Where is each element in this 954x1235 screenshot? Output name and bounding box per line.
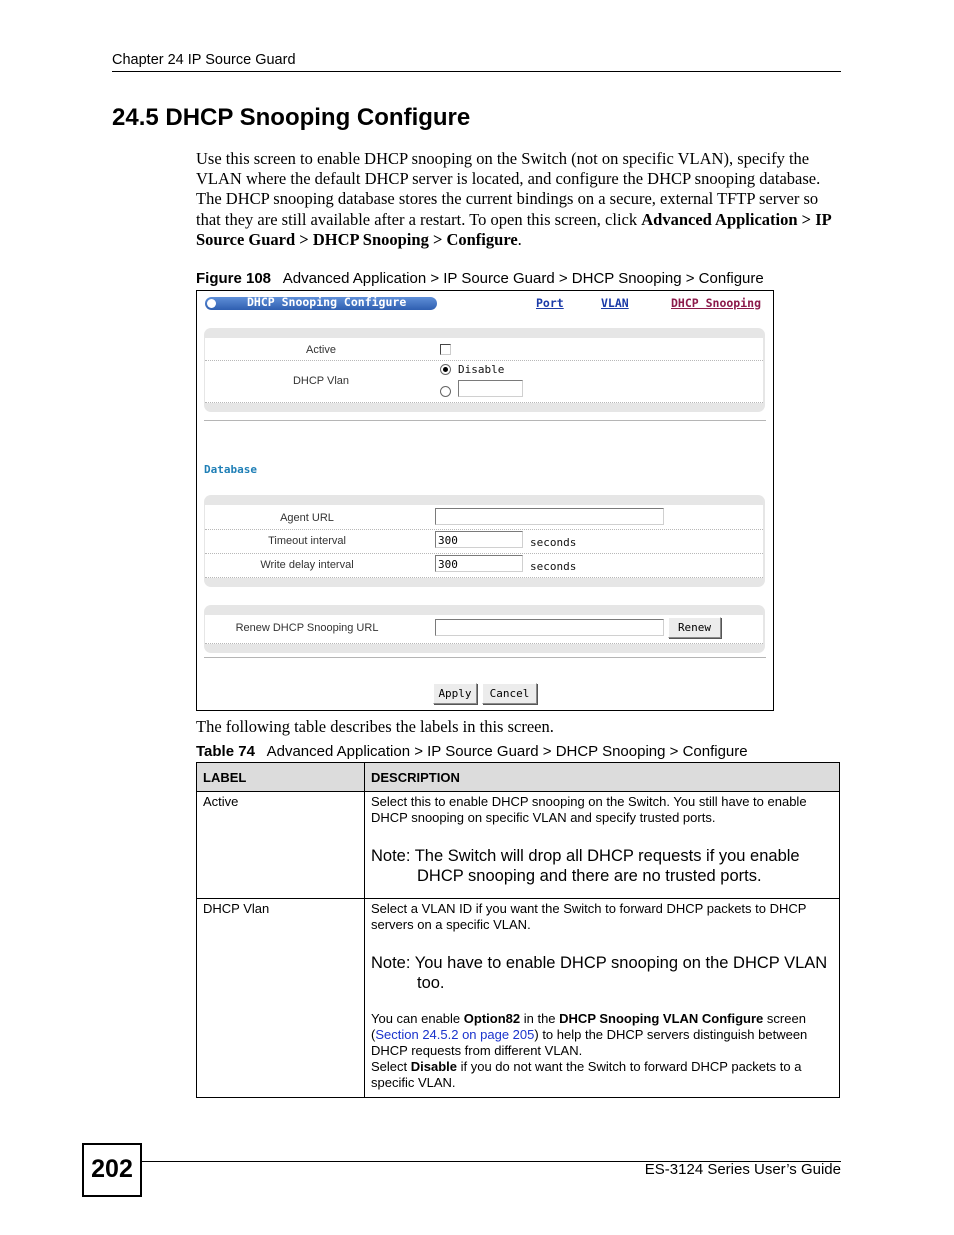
section-title: 24.5 DHCP Snooping Configure <box>112 104 471 131</box>
guide-title: ES-3124 Series User’s Guide <box>644 1161 841 1178</box>
dhcp-snooping-configure-screen <box>196 290 774 711</box>
description-text: Select a VLAN ID if you want the Switch to forward DHCP packets to DHCP servers on a specific VLAN. <box>371 901 807 932</box>
table-row <box>197 899 840 1098</box>
agent-url-input[interactable] <box>435 508 664 525</box>
cancel-button[interactable]: Cancel <box>482 683 537 704</box>
row-label: DHCP Vlan <box>197 899 365 1098</box>
label-description-table <box>196 762 840 1098</box>
write-delay-input[interactable]: 300 <box>435 555 523 572</box>
renew-button[interactable]: Renew <box>668 617 721 638</box>
disable-radio[interactable] <box>440 364 451 375</box>
dhcp-vlan-label: DHCP Vlan <box>292 375 350 387</box>
text-run: if you do not want the Switch to forward DHCP packets to a specific VLAN. <box>371 1059 802 1090</box>
row-label: Active <box>197 792 365 899</box>
header-description: DESCRIPTION <box>365 763 840 792</box>
table-row <box>197 792 840 899</box>
option82-term: Option82 <box>463 1011 521 1026</box>
figure-caption-text: Advanced Application > IP Source Guard > DHCP Snooping > Configure <box>282 270 764 287</box>
intro-paragraph <box>196 149 841 250</box>
disable-term: Disable <box>410 1059 457 1074</box>
figure-label: Figure 108 <box>196 270 272 287</box>
figure-caption <box>196 270 764 287</box>
row-description <box>365 792 840 899</box>
table-caption-text: Advanced Application > IP Source Guard > DHCP Snooping > Configure <box>266 743 748 760</box>
option82-paragraph <box>371 1011 833 1059</box>
page-number: 202 <box>82 1143 142 1197</box>
timeout-unit: seconds <box>530 536 577 549</box>
vlan-id-input[interactable] <box>458 380 523 397</box>
table-header-row <box>197 763 840 792</box>
header-rule <box>112 71 841 72</box>
agent-url-label: Agent URL <box>280 512 334 524</box>
vlan-id-radio[interactable] <box>440 386 451 397</box>
table-intro: The following table describes the labels in this screen. <box>196 717 554 736</box>
table-label: Table 74 <box>196 743 255 760</box>
nav-link-vlan[interactable]: VLAN <box>601 296 629 310</box>
bottom-divider <box>204 657 766 658</box>
timeout-input[interactable]: 300 <box>435 531 523 548</box>
table-caption <box>196 743 748 760</box>
note-text: Note: The Switch will drop all DHCP requests if you enable DHCP snooping and there are no trusted ports. <box>371 847 800 885</box>
intro-menu-path: Advanced Application > IP Source Guard > DHCP Snooping > Configure <box>196 209 831 249</box>
text-run: screen ( <box>371 1011 806 1042</box>
text-run: Select <box>371 1059 411 1074</box>
header-label: LABEL <box>197 763 365 792</box>
intro-end: . <box>517 229 522 249</box>
intro-text: Use this screen to enable DHCP snooping on the Switch (not on specific VLAN), specify the VLAN where the default DHCP server is located, and configure the DHCP snooping database. The DHCP snooping database stores the current bindings on a secure, external TFTP server so that they are still available after a restart. To open this screen, click <box>196 149 821 229</box>
disable-paragraph <box>371 1059 833 1091</box>
description-text: Select this to enable DHCP snooping on the Switch. You still have to enable DHCP snooping on specific VLAN and specify trusted ports. <box>371 794 807 825</box>
active-checkbox[interactable] <box>440 344 451 355</box>
active-label: Active <box>306 344 336 356</box>
radio-dot <box>443 367 448 372</box>
nav-link-port[interactable]: Port <box>536 296 564 310</box>
screen-title: DHCP Snooping Configure <box>247 295 407 309</box>
renew-url-label: Renew DHCP Snooping URL <box>235 622 379 634</box>
disable-label: Disable <box>458 363 505 376</box>
write-delay-label: Write delay interval <box>260 559 354 571</box>
title-bar-bullet <box>207 299 216 308</box>
chapter-header: Chapter 24 IP Source Guard <box>112 52 296 68</box>
screen-name-term: DHCP Snooping VLAN Configure <box>559 1011 764 1026</box>
text-run: You can enable <box>371 1011 464 1026</box>
divider <box>204 420 766 421</box>
timeout-label: Timeout interval <box>268 535 346 547</box>
section-link[interactable]: Section 24.5.2 on page 205 <box>375 1027 535 1042</box>
database-heading: Database <box>204 463 257 476</box>
text-run: in the <box>520 1011 560 1026</box>
nav-link-dhcp-snooping[interactable]: DHCP Snooping <box>671 296 762 310</box>
text-run: ) to help the DHCP servers distinguish between DHCP requests from different VLAN. <box>371 1027 808 1058</box>
renew-url-input[interactable] <box>435 619 664 636</box>
write-delay-unit: seconds <box>530 560 577 573</box>
apply-button[interactable]: Apply <box>433 683 477 704</box>
note-text: Note: You have to enable DHCP snooping on the DHCP VLAN too. <box>371 954 828 992</box>
row-description <box>365 899 840 1098</box>
